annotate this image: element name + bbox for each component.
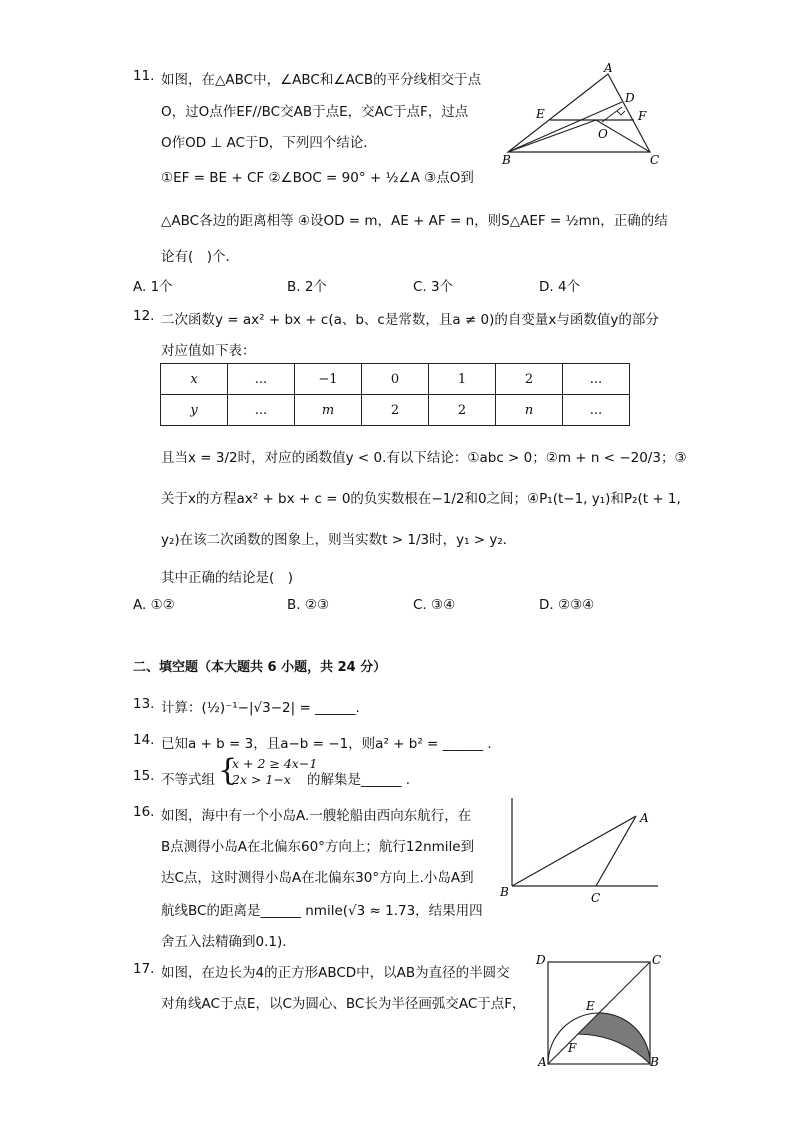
q11-line-4: ①EF = BE + CF ②∠BOC = 90° + ½∠A ③点O到 bbox=[161, 170, 474, 186]
table-cell: ... bbox=[563, 395, 630, 426]
table-cell: 2 bbox=[362, 395, 429, 426]
q12-option-b[interactable]: B. ②③ bbox=[287, 597, 330, 613]
q17-label-e: E bbox=[586, 999, 595, 1013]
table-row bbox=[161, 364, 630, 395]
q17-line-1: 如图，在边长为4的正方形ABCD中，以AB为直径的半圆交 bbox=[161, 965, 510, 981]
q17-square-figure bbox=[534, 950, 664, 1070]
q14-number: 14. bbox=[133, 732, 155, 748]
q15-number: 15. bbox=[133, 768, 155, 784]
table-cell: m bbox=[295, 395, 362, 426]
table-cell: ... bbox=[228, 364, 295, 395]
table-cell: ... bbox=[228, 395, 295, 426]
q16-line-3: 达C点，这时测得小岛A在北偏东30°方向上.小岛A到 bbox=[161, 870, 474, 886]
table-cell: y bbox=[161, 395, 228, 426]
q11-label-c: C bbox=[650, 153, 660, 167]
q11-option-c[interactable]: C. 3个 bbox=[413, 279, 454, 295]
q12-option-c[interactable]: C. ③④ bbox=[413, 597, 456, 613]
q12-line-5: y₂)在该二次函数的图象上，则当实数t > 1/3时，y₁ > y₂． bbox=[161, 532, 517, 548]
q17-line-2: 对角线AC于点E，以C为圆心、BC长为半径画弧交AC于点F， bbox=[161, 996, 526, 1012]
q15-suffix: 的解集是______ . bbox=[307, 772, 411, 788]
q16-label-c: C bbox=[591, 891, 601, 905]
q11-line-1: 如图，在△ABC中，∠ABC和∠ACB的平分线相交于点 bbox=[161, 72, 482, 88]
table-cell: 2 bbox=[496, 364, 563, 395]
q13-text: 计算：(½)⁻¹−|√3−2| = ______. bbox=[161, 700, 360, 716]
q16-label-b: B bbox=[500, 885, 509, 899]
q11-line-5: △ABC各边的距离相等 ④设OD = m，AE + AF = n，则S△AEF = ½mn，正确的结 bbox=[161, 213, 668, 229]
table-cell: x bbox=[161, 364, 228, 395]
q11-label-a: A bbox=[604, 61, 613, 75]
q11-label-o: O bbox=[598, 127, 608, 141]
section-heading-fill-in: 二、填空题（本大题共 6 小题，共 24 分） bbox=[133, 660, 387, 675]
q15-inequality-2: 2x > 1−x bbox=[232, 772, 291, 787]
q16-line-5: 舍五入法精确到0.1). bbox=[161, 934, 287, 950]
table-row bbox=[161, 395, 630, 426]
q17-label-d: D bbox=[536, 953, 546, 967]
q16-number: 16. bbox=[133, 804, 155, 820]
q11-label-e: E bbox=[536, 107, 545, 121]
q13-number: 13. bbox=[133, 696, 155, 712]
q12-line-2: 对应值如下表： bbox=[161, 343, 256, 359]
q11-label-b: B bbox=[502, 153, 511, 167]
q17-label-c: C bbox=[652, 953, 662, 967]
q11-label-f: F bbox=[638, 109, 647, 123]
q11-option-b[interactable]: B. 2个 bbox=[287, 279, 327, 295]
q16-line-4: 航线BC的距离是______ nmile(√3 ≈ 1.73，结果用四 bbox=[161, 903, 483, 919]
q11-number: 11. bbox=[133, 68, 155, 84]
table-cell: ... bbox=[563, 364, 630, 395]
q16-line-2: B点测得小岛A在北偏东60°方向上；航行12nmile到 bbox=[161, 839, 475, 855]
q16-label-a: A bbox=[640, 811, 649, 825]
q11-line-6: 论有( )个． bbox=[161, 249, 240, 265]
q14-text: 已知a + b = 3，且a−b = −1，则a² + b² = ______ . bbox=[161, 736, 492, 752]
q11-line-3: O作OD ⊥ AC于D，下列四个结论． bbox=[161, 135, 377, 151]
q16-line-1: 如图，海中有一个小岛A.一艘轮船由西向东航行，在 bbox=[161, 808, 472, 824]
table-cell: −1 bbox=[295, 364, 362, 395]
table-cell: 2 bbox=[429, 395, 496, 426]
q16-island-figure bbox=[496, 796, 666, 906]
q15-brace: { bbox=[218, 753, 238, 788]
q12-line-1: 二次函数y = ax² + bx + c(a、b、c是常数，且a ≠ 0)的自变量x与函数值y的部分 bbox=[161, 312, 659, 328]
q12-number: 12. bbox=[133, 308, 155, 324]
q12-line-6: 其中正确的结论是( ) bbox=[161, 570, 294, 586]
table-cell: 0 bbox=[362, 364, 429, 395]
q12-line-4: 关于x的方程ax² + bx + c = 0的负实数根在−1/2和0之间；④P₁(t−1, y₁)和P₂(t + 1, bbox=[161, 491, 681, 507]
q11-line-2: O，过O点作EF//BC交AB于点E，交AC于点F，过点 bbox=[161, 104, 469, 120]
q11-triangle-figure bbox=[498, 60, 668, 170]
q15-inequality-1: x + 2 ≥ 4x−1 bbox=[232, 756, 318, 771]
q12-line-3: 且当x = 3/2时，对应的函数值y < 0.有以下结论：①abc > 0；②m + n < −20/3；③ bbox=[161, 450, 687, 466]
q15-prefix: 不等式组 bbox=[161, 772, 215, 788]
q12-value-table bbox=[160, 363, 630, 426]
q11-option-d[interactable]: D. 4个 bbox=[539, 279, 581, 295]
q17-label-b: B bbox=[650, 1055, 659, 1069]
q11-option-a[interactable]: A. 1个 bbox=[133, 279, 173, 295]
q17-label-a: A bbox=[538, 1055, 547, 1069]
table-cell: n bbox=[496, 395, 563, 426]
q17-label-f: F bbox=[568, 1041, 577, 1055]
q12-option-a[interactable]: A. ①② bbox=[133, 597, 175, 613]
table-cell: 1 bbox=[429, 364, 496, 395]
q12-option-d[interactable]: D. ②③④ bbox=[539, 597, 595, 613]
q11-label-d: D bbox=[625, 91, 635, 105]
q17-number: 17. bbox=[133, 961, 155, 977]
